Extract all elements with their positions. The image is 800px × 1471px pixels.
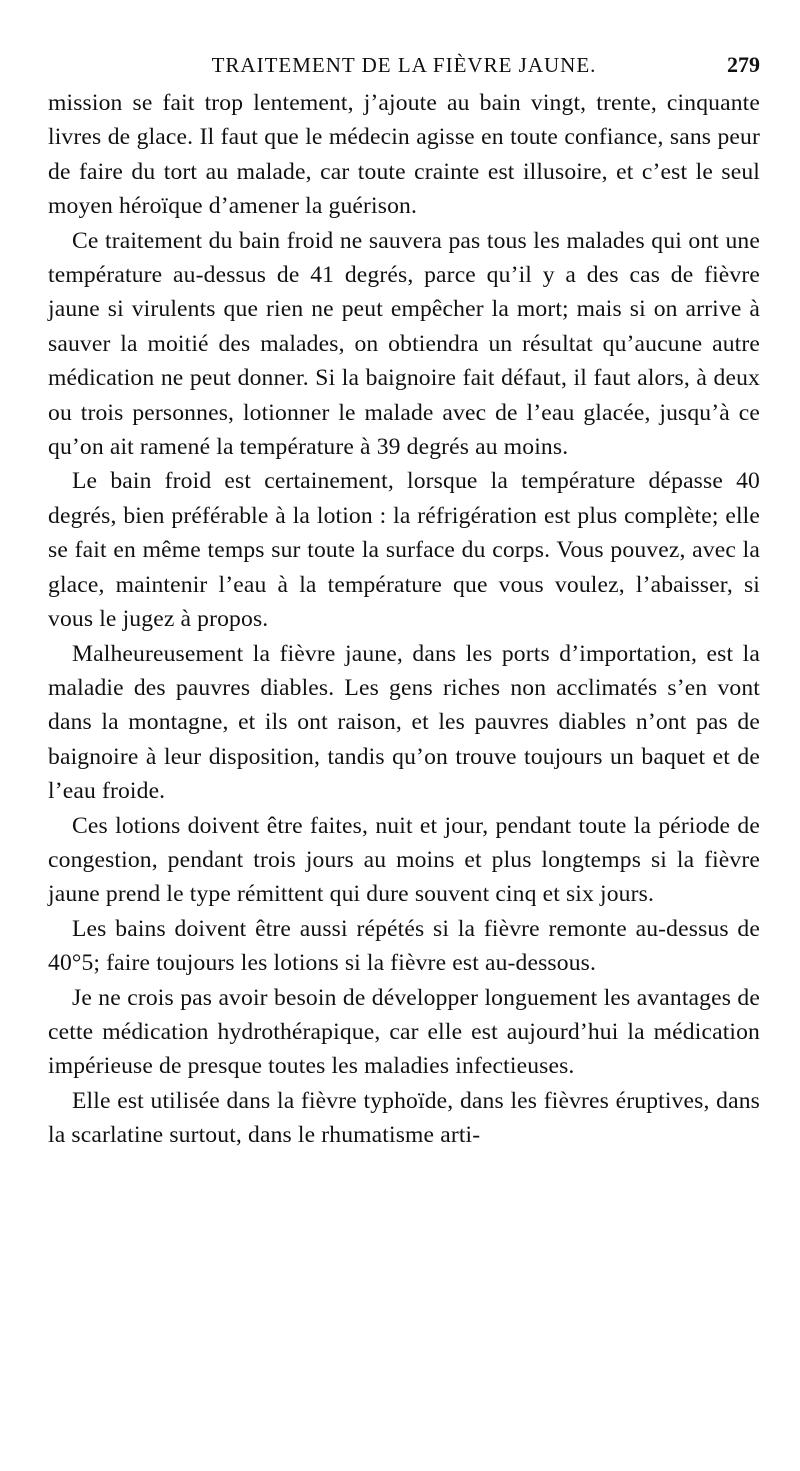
paragraph-other-diseases: Elle est utilisée dans la fièvre typhoïde, dans les fièvres éruptives, dans la scarlatine surtout, dans le rhumatisme arti-: [48, 1087, 760, 1149]
paragraph-poor-people: Malheureusement la fièvre jaune, dans les ports d’importation, est la maladie des pauvres diables. Les gens riches non acclimatés s’en vont dans la montagne, et ils ont raison, et les pauvres diables n’ont pas de baignoire à leur disposition, tandis qu’on trouve toujours un baquet et de l’eau froide.: [48, 640, 760, 805]
running-title: TRAITEMENT DE LA FIÈVRE JAUNE.: [211, 53, 597, 77]
page-number: 279: [727, 52, 760, 77]
paragraph-hydrotherapy-advantages: Je ne crois pas avoir besoin de développer longuement les avantages de cette médication hydrothérapique, car elle est aujourd’hui la médication impérieuse de presque toutes les maladies infectieuses.: [48, 984, 760, 1080]
paragraph-continued: mission se fait trop lentement, j’ajoute au bain vingt, trente, cinquante livres de glace. Il faut que le médecin agisse en toute confiance, sans peur de faire du tort au malade, car toute crainte est illusoire, et c’est le seul moyen héroïque d’amener la guérison.: [48, 90, 760, 220]
paragraph-repeat-baths: Les bains doivent être aussi répétés si la fièvre remonte au-dessus de 40°5; faire toujours les lotions si la fièvre est au-dessous.: [48, 915, 760, 977]
body-text: [48, 86, 760, 1153]
paragraph-bath-vs-lotion: Le bain froid est certainement, lorsque la température dépasse 40 degrés, bien préférable à la lotion : la réfrigération est plus complète; elle se fait en même temps sur toute la surface du corps. Vous pouvez, avec la glace, maintenir l’eau à la température que vous voulez, l’abaisser, si vous le jugez à propos.: [48, 468, 760, 633]
paragraph-lotion-duration: Ces lotions doivent être faites, nuit et jour, pendant toute la période de congestion, pendant trois jours au moins et plus longtemps si la fièvre jaune prend le type rémittent qui dure souvent cinq et six jours.: [48, 812, 760, 908]
paragraph-cold-bath-treatment: Ce traitement du bain froid ne sauvera pas tous les malades qui ont une température au-dessus de 41 degrés, parce qu’il y a des cas de fièvre jaune si virulents que rien ne peut empêcher la mort; mais si on arrive à sauver la moitié des malades, on obtiendra un résultat qu’aucune autre médication ne peut donner. Si la baignoire fait défaut, il faut alors, à deux ou trois personnes, lotionner le malade avec de l’eau glacée, jusqu’à ce qu’on ait ramené la température à 39 degrés au moins.: [48, 227, 760, 461]
page-header: [48, 50, 760, 90]
